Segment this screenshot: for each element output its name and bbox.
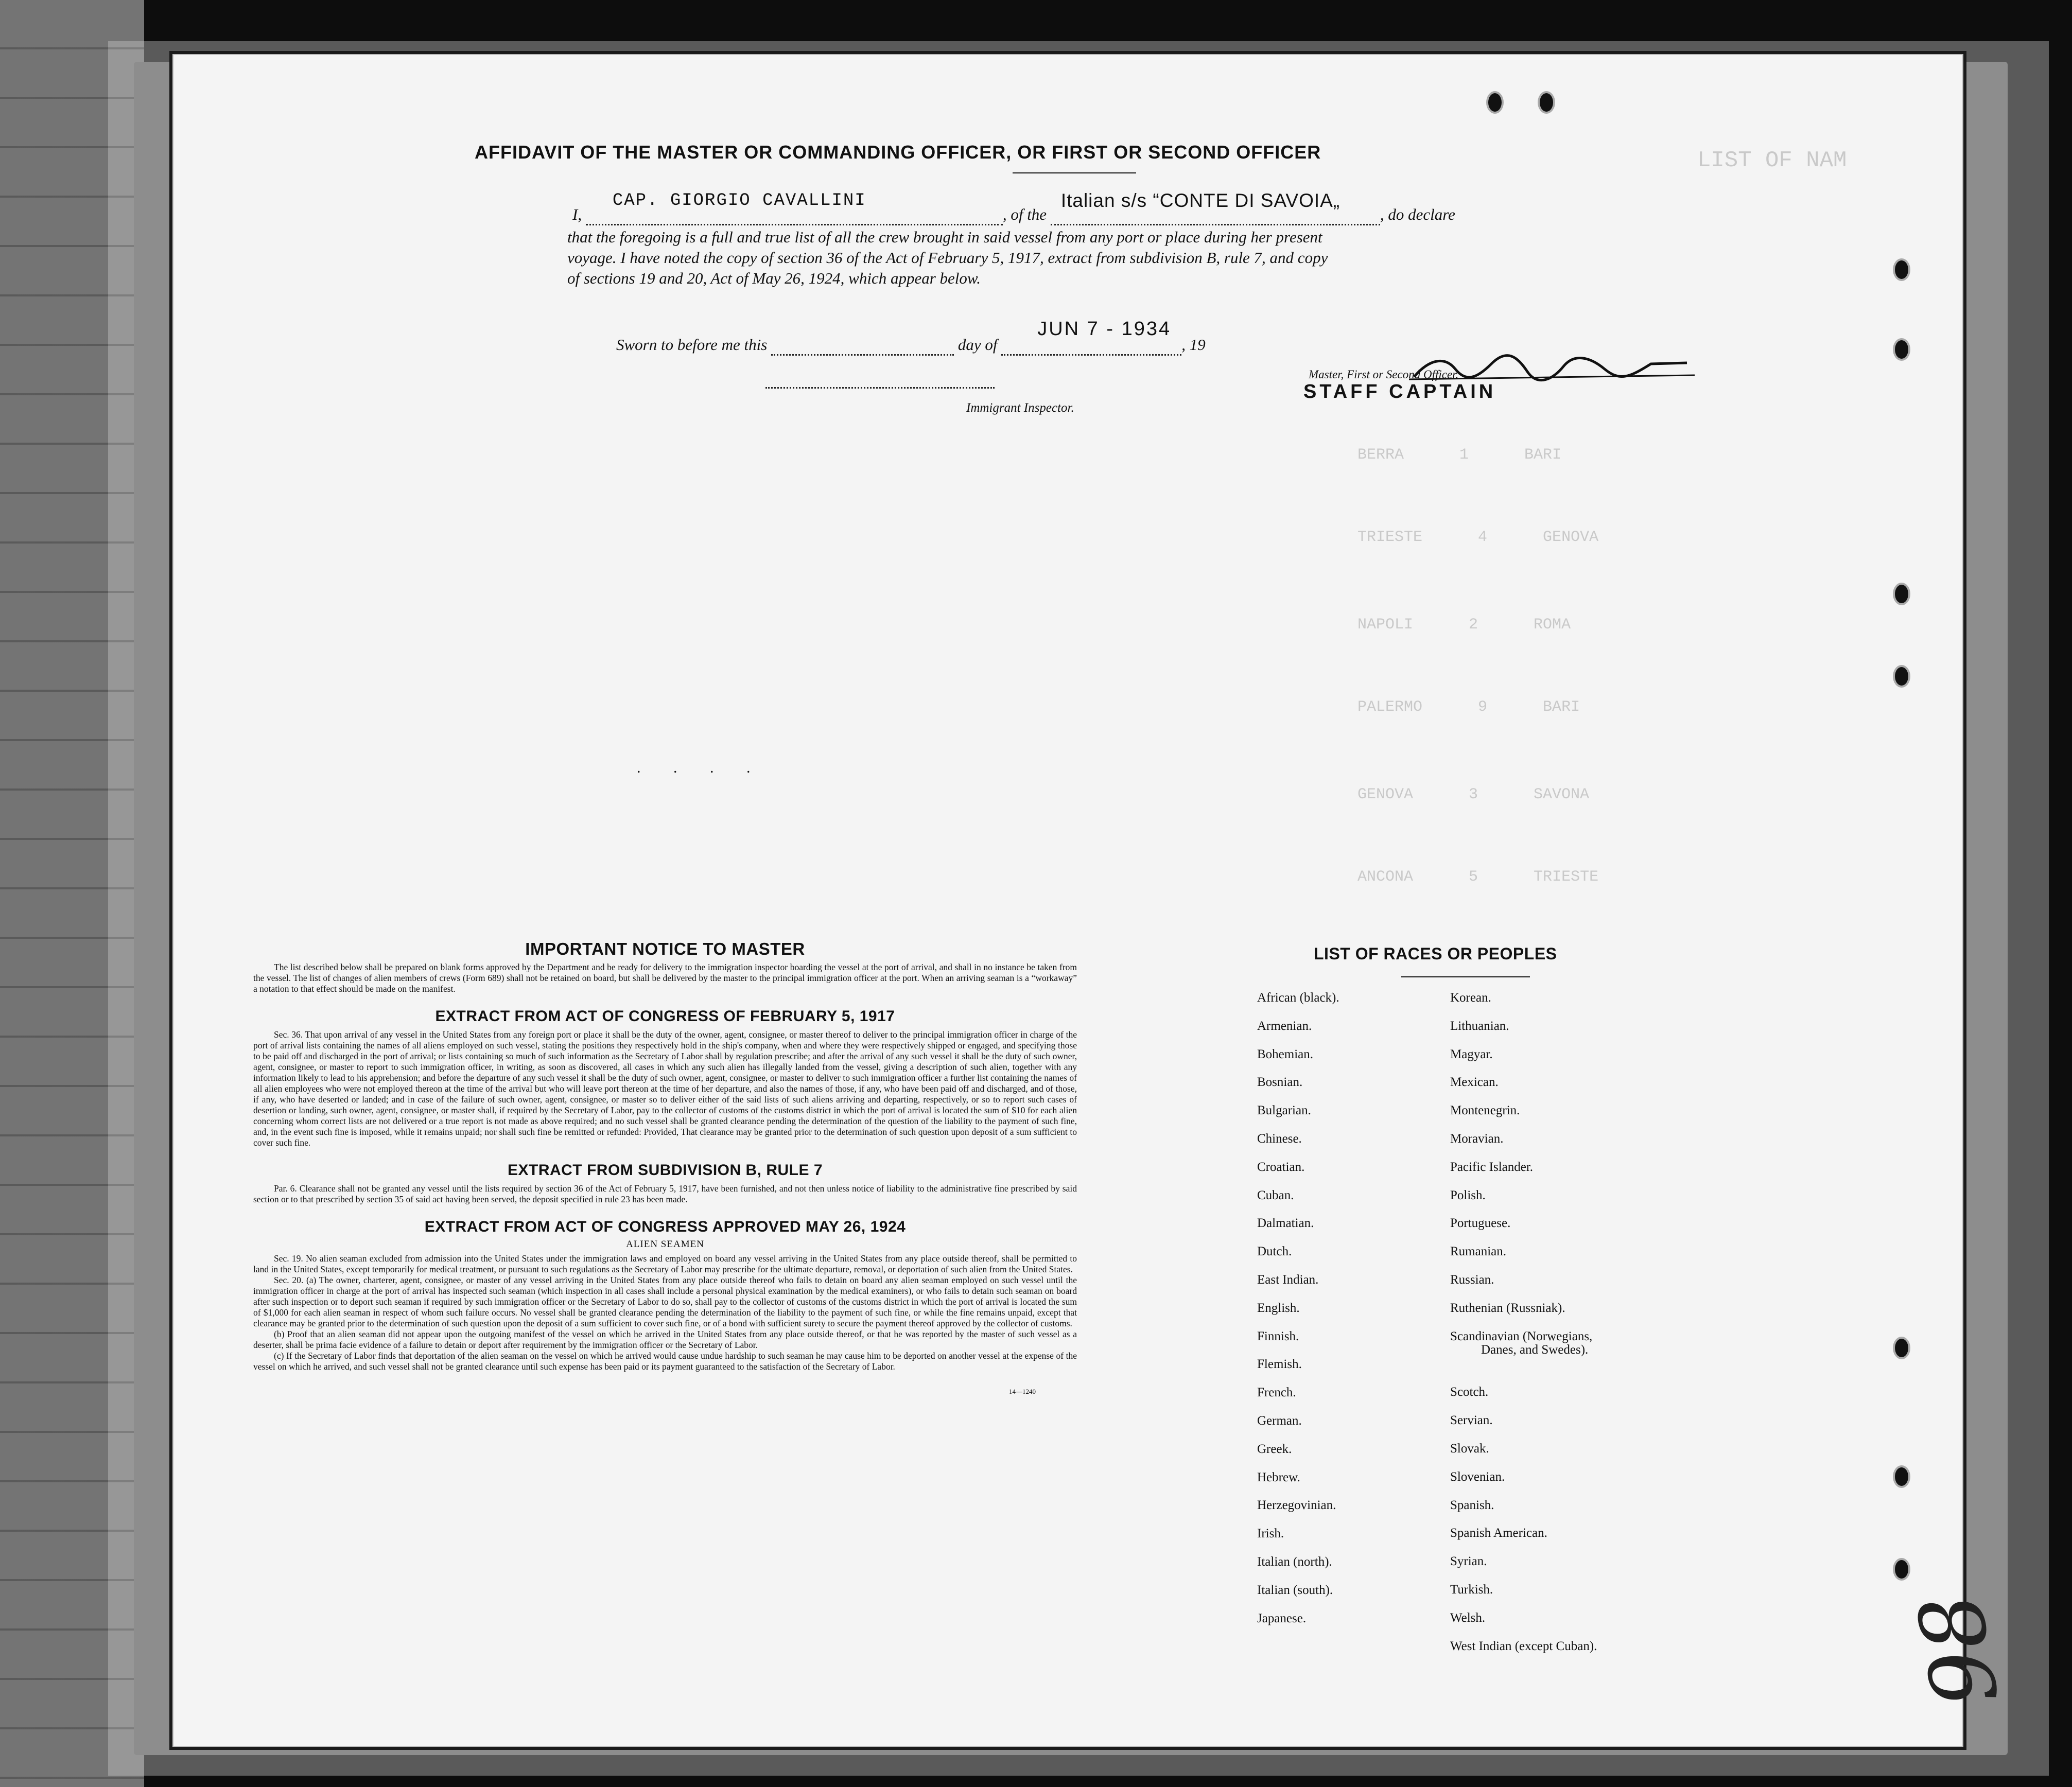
sworn-month-field <box>1001 318 1181 356</box>
extract-1917-body: Sec. 36. That upon arrival of any vessel in the United States from any foreign port or place it shall be the duty of the owner, agent, consignee, or master thereof to deliver to the principal immigration officer in charge of the port of arrival lists containing the names of all aliens employed on such vessel, stating the positions they respectively hold in the ship's company, when and where they were respectively shipped or engaged, and specifying those to be paid off and discharged in the port of arrival; or lists containing so much of such information as the Secretary of Labor shall by regulation prescribe; and after the arrival of any such vessel it shall be the duty of such owner, agent, consignee, or master to report to such immigration officer, in writing, as soon as discovered, all cases in which any such alien has illegally landed from the vessel, giving a description of such alien, together with any information likely to lead to his apprehension; and before the departure of any such vessel it shall be the duty of such owner, agent, consignee, or master to deliver to such immigration officer a further list containing the names of all alien employees who were not employed thereon at the time of the arrival but who will leave port thereon at the time of her departure, and also the names of those, if any, who have been paid off and discharged, and of those, if any, who have deserted or landed; and in case of the failure of such owner, agent, consignee, or master so to deliver either of the said lists of such aliens arriving and departing, respectively, or so to report such cases of desertion or landing, such owner, agent, consignee, or master shall, if required by the Secretary of Labor, pay to the collector of customs of the customs district in which the port of arrival is located the sum of $10 for each alien concerning whom correct lists are not delivered or a true report is not made as above required; and no such vessel shall be granted clearance pending the determination of the question of the liability to the payment of such fine, and, in the event such fine is imposed, while it remains unpaid; nor shall such fine be remitted or refunded: Provided, That clearance may be granted prior to the determination of such question upon deposit of a sum sufficient to cover such fine. <box>253 1029 1077 1148</box>
race-item: Rumanian. <box>1450 1245 1507 1259</box>
race-item: Scotch. <box>1450 1385 1489 1399</box>
race-item: Turkish. <box>1450 1583 1493 1597</box>
affidavit-page <box>172 54 2019 1747</box>
race-item: German. <box>1257 1414 1302 1428</box>
do-declare-label: , do declare <box>1380 205 1455 223</box>
staff-captain-stamp: STAFF CAPTAIN <box>1303 381 1496 402</box>
race-item: Bosnian. <box>1257 1075 1303 1090</box>
race-item: Syrian. <box>1450 1554 1487 1569</box>
show-through-text: NAPOLI 2 ROMA <box>1357 616 1571 634</box>
punch-hole-icon <box>1893 583 1910 605</box>
race-item: Irish. <box>1257 1527 1284 1541</box>
race-item: Italian (south). <box>1257 1583 1333 1597</box>
race-item: Chinese. <box>1257 1132 1302 1146</box>
race-item: Flemish. <box>1257 1357 1302 1372</box>
race-item: Armenian. <box>1257 1019 1312 1033</box>
race-item: Portuguese. <box>1450 1216 1511 1231</box>
show-through-text: TRIESTE 4 GENOVA <box>1357 529 1599 546</box>
race-item: West Indian (except Cuban). <box>1450 1639 1597 1653</box>
affidavit-line-2: that the foregoing is a full and true list of all the crew brought in said vessel from any port or place during her present <box>567 228 1322 246</box>
race-item: Polish. <box>1450 1188 1486 1202</box>
punch-hole-icon <box>1486 91 1504 114</box>
race-item: Japanese. <box>1257 1611 1307 1625</box>
race-item: Bohemian. <box>1257 1047 1314 1061</box>
race-item: Danes, and Swedes). <box>1481 1342 1589 1357</box>
affidavit-line-1 <box>572 190 1455 225</box>
inspector-caption: Immigrant Inspector. <box>966 401 1074 415</box>
race-item: Montenegrin. <box>1450 1103 1520 1118</box>
show-through-text: GENOVA 3 SAVONA <box>1357 786 1590 803</box>
of-the-label: , of the <box>1002 205 1047 223</box>
stray-ink-marks: . . . . <box>637 759 765 776</box>
officer-name-field <box>586 191 1003 225</box>
vessel-field <box>1051 190 1380 225</box>
affidavit-title: AFFIDAVIT OF THE MASTER OR COMMANDING OFFICER, OR FIRST OR SECOND OFFICER <box>475 142 1321 163</box>
extract-rule7-title: EXTRACT FROM SUBDIVISION B, RULE 7 <box>507 1162 823 1179</box>
race-item: Lithuanian. <box>1450 1019 1509 1033</box>
punch-hole-icon <box>1893 338 1910 361</box>
race-item: French. <box>1257 1386 1296 1400</box>
race-item: Slovenian. <box>1450 1469 1505 1484</box>
alien-seamen-subtitle: ALIEN SEAMEN <box>626 1239 704 1250</box>
sworn-line <box>616 318 1206 356</box>
race-item: Italian (north). <box>1257 1555 1332 1569</box>
race-item: East Indian. <box>1257 1273 1319 1287</box>
sec-19-body: Sec. 19. No alien seaman excluded from admission into the United States under the immigration laws and employed on board any vessel arriving in the United States from any place outside thereof, shall be permitted to land in the United States, except temporarily for medical treatment, or pursuant to such regulations as the Secretary of Labor may prescribe for the ultimate departure, removal, or deportation of such alien from the United States. <box>253 1253 1077 1274</box>
affidavit-i-label: I, <box>572 205 582 223</box>
punch-hole-icon <box>1893 665 1910 688</box>
date-stamp: JUN 7 - 1934 <box>1037 318 1172 340</box>
race-item: Herzegovinian. <box>1257 1498 1336 1513</box>
race-item: Scandinavian (Norwegians, <box>1450 1329 1593 1343</box>
race-item: Korean. <box>1450 991 1491 1005</box>
form-number: 14—1240 <box>1009 1388 1036 1395</box>
officer-name: CAP. GIORGIO CAVALLINI <box>612 191 866 211</box>
ledger-grid-background <box>0 0 144 1787</box>
affidavit-line-3: voyage. I have noted the copy of section 36 of the Act of February 5, 1917, extract from subdivision B, rule 7, and copy <box>567 249 1328 267</box>
extract-1917-title: EXTRACT FROM ACT OF CONGRESS OF FEBRUARY 5, 1917 <box>435 1008 895 1025</box>
race-item: Finnish. <box>1257 1329 1299 1343</box>
race-item: African (black). <box>1257 991 1339 1005</box>
race-item: Greek. <box>1257 1442 1292 1456</box>
race-item: Dalmatian. <box>1257 1216 1314 1231</box>
race-item: Croatian. <box>1257 1160 1305 1174</box>
notice-title: IMPORTANT NOTICE TO MASTER <box>525 939 805 958</box>
punch-hole-icon <box>1893 1465 1910 1488</box>
race-item: English. <box>1257 1301 1300 1315</box>
race-item: Mexican. <box>1450 1075 1499 1090</box>
punch-hole-icon <box>1893 258 1910 281</box>
sec-20a-body: Sec. 20. (a) The owner, charterer, agent, consignee, or master of any vessel arriving in the United States from any place outside thereof who fails to detain on board any alien seaman employed on such vessel until the immigration officer in charge at the port of arrival has inspected such seaman (which inspection in all cases shall include a personal physical examination by the medical examiners), or who fails to detain such seaman on board after such inspection or to deport such seaman if required by such immigration officer or the Secretary of Labor to do so, shall pay to the collector of customs of the customs district in which the port of arrival is located the sum of $1,000 for each alien seaman in respect of whom such failure occurs. No vessel shall be granted clearance pending the determination of the liability to the payment of such fine, or while the fine remains unpaid, except that clearance may be granted prior to the determination of such question upon the deposit of a sum sufficient to cover such fine, or of a bond with sufficient surety to secure the payment thereof approved by the collector of customs. <box>253 1275 1077 1328</box>
punch-hole-icon <box>1893 1558 1910 1581</box>
sec-20c-body: (c) If the Secretary of Labor finds that deportation of the alien seaman on the vessel on which he arrived would cause undue hardship to such seaman he may cause him to be deported on another vessel at the expense of the vessel on which he arrived, and such vessel shall not be granted clearance until such expense has been paid or its payment guaranteed to the satisfaction of the Secretary of Labor. <box>253 1351 1077 1372</box>
races-underline <box>1401 976 1530 977</box>
show-through-text: ANCONA 5 TRIESTE <box>1357 868 1599 886</box>
notice-column <box>253 939 1077 1396</box>
race-item: Cuban. <box>1257 1188 1294 1202</box>
year-label: , 19 <box>1181 336 1206 354</box>
punch-hole-icon <box>1538 91 1555 114</box>
show-through-text: BERRA 1 BARI <box>1357 446 1562 464</box>
affidavit-line-4: of sections 19 and 20, Act of May 26, 1924, which appear below. <box>567 269 981 287</box>
race-item: Bulgarian. <box>1257 1103 1311 1118</box>
punch-hole-icon <box>1893 1337 1910 1359</box>
extract-rule7-body: Par. 6. Clearance shall not be granted any vessel until the lists required by section 36 of the Act of February 5, 1917, have been furnished, and not then unless notice of liability to the administrative fine prescribed by said section or to that prescribed by section 35 of said act having been served, the deposit specified in rule 23 has been made. <box>253 1183 1077 1204</box>
race-item: Dutch. <box>1257 1245 1292 1259</box>
master-caption: Master, First or Second Officer. <box>1309 368 1459 381</box>
race-item: Slovak. <box>1450 1442 1489 1456</box>
race-item: Spanish American. <box>1450 1526 1547 1540</box>
race-item: Servian. <box>1450 1413 1493 1428</box>
show-through-text: LIST OF NAM <box>1697 148 1847 173</box>
race-item: Welsh. <box>1450 1610 1486 1625</box>
race-item: Spanish. <box>1450 1498 1494 1512</box>
show-through-text: PALERMO 9 BARI <box>1357 698 1580 716</box>
notice-body: The list described below shall be prepared on blank forms approved by the Department and be ready for delivery to the immigration inspector boarding the vessel at the port of arrival, and shall in no instance be taken from the vessel. The list of changes of alien members of crews (Form 689) shall not be retained on board, but shall be delivered by the master to the principal immigration officer at the port. When an arriving seaman is a “workaway” a notation to that effect should be made on the manifest. <box>253 962 1077 994</box>
day-of-label: day of <box>957 336 998 354</box>
title-underline <box>1013 172 1136 173</box>
vessel-name: Italian s/s “CONTE DI SAVOIA„ <box>1060 190 1340 211</box>
sec-20b-body: (b) Proof that an alien seaman did not appear upon the outgoing manifest of the vessel on which he arrived in the United States from any place outside thereof, or that he was reported by the master of such vessel as a deserter, shall be prima facie evidence of a failure to detain or deport after requirement by the immigration officer or the Secretary of Labor. <box>253 1329 1077 1350</box>
extract-1924-title: EXTRACT FROM ACT OF CONGRESS APPROVED MAY 26, 1924 <box>424 1218 906 1235</box>
margin-pencil-note: 98 <box>1899 1586 2019 1714</box>
race-item: Pacific Islander. <box>1450 1160 1534 1174</box>
sworn-label: Sworn to before me this <box>616 336 768 354</box>
inspector-signature-line <box>765 387 995 389</box>
race-item: Russian. <box>1450 1273 1494 1287</box>
sworn-day-field <box>771 336 954 356</box>
race-item: Ruthenian (Russniak). <box>1450 1301 1565 1315</box>
race-item: Hebrew. <box>1257 1470 1300 1484</box>
race-item: Moravian. <box>1450 1132 1504 1146</box>
races-title: LIST OF RACES OR PEOPLES <box>1314 944 1557 963</box>
race-item: Magyar. <box>1450 1047 1493 1061</box>
